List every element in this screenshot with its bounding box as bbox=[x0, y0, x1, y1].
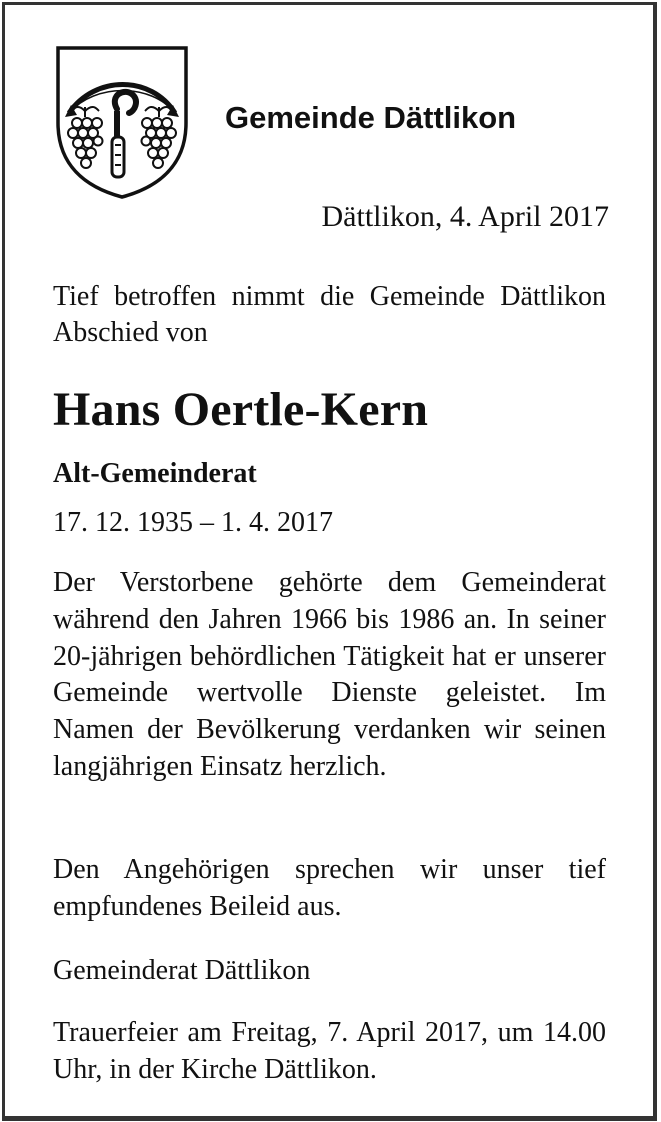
service-details: Trauerfeier am Freitag, 7. April 2017, um 14.00 Uhr, in der Kirche Dättlikon. bbox=[53, 1017, 606, 1085]
deceased-role: Alt-Gemeinderat bbox=[53, 458, 257, 489]
organization-name: Gemeinde Dättlikon bbox=[225, 100, 517, 135]
intro-text: Tief betroffen nimmt die Gemeinde Dättlikon Abschied von bbox=[53, 281, 606, 348]
condolence-paragraph: Den Angehörigen sprechen wir unser tief empfundenes Beileid aus. bbox=[53, 854, 606, 922]
dateline: Dättlikon, 4. April 2017 bbox=[321, 200, 609, 233]
signature: Gemeinderat Dättlikon bbox=[53, 955, 311, 986]
life-dates: 17. 12. 1935 – 1. 4. 2017 bbox=[53, 507, 333, 538]
deceased-name: Hans Oertle-Kern bbox=[53, 383, 429, 436]
tribute-paragraph: Der Verstorbene gehörte dem Gemeinderat während den Jahren 1966 bis 1986 an. In seiner 20-jährigen behördlichen Tätigkeit hat er unserer Gemeinde wertvolle Dienste geleistet. Im Namen der Bevölkerung verdanken wir seinen langjährigen Einsatz herzlich. bbox=[53, 567, 606, 782]
coat-of-arms-icon bbox=[55, 45, 189, 200]
